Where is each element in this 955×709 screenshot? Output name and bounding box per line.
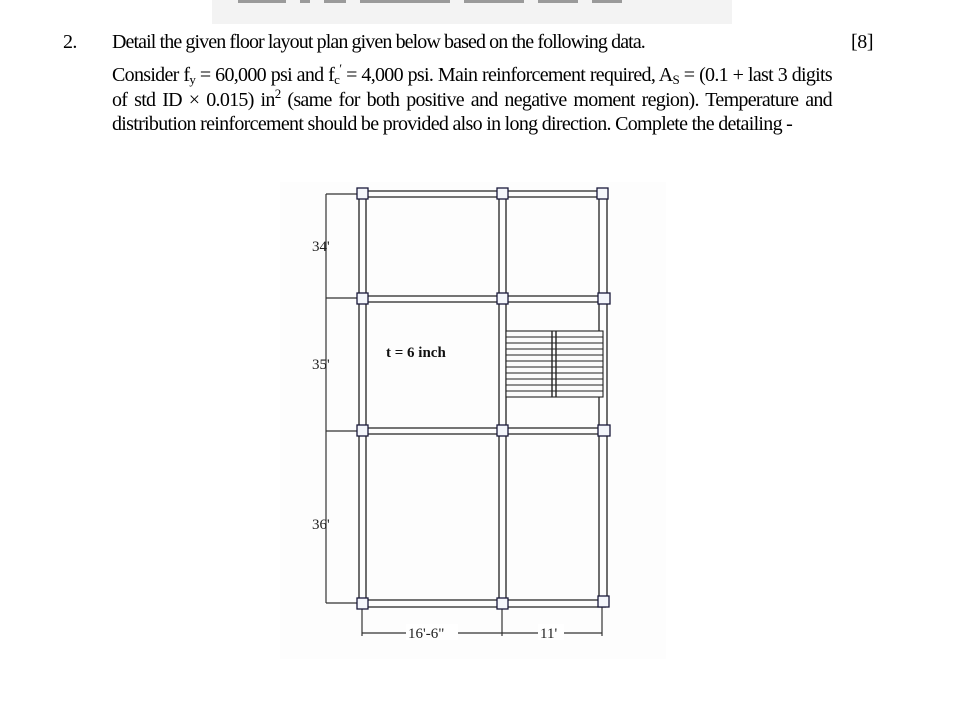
- span-label-11ft: 11': [540, 626, 558, 642]
- inch-squared-superscript: 2: [274, 85, 281, 101]
- question-number: 2.: [63, 31, 77, 53]
- column-c3: [598, 425, 610, 436]
- body-text-2: = 60,000 psi and f: [195, 64, 335, 86]
- column-b3: [497, 425, 508, 436]
- fc-subscript: c: [334, 72, 340, 87]
- horizontal-dimension-line: [362, 606, 602, 636]
- body-text-5: (same for both positive and negative moment region). Temperature and distribution reinforcement should be provided also in long direction. Complete the detailing -: [112, 88, 832, 135]
- fc-prime-superscript: ′: [339, 61, 342, 76]
- slab-thickness-label: t = 6 inch: [386, 345, 446, 361]
- column-c4: [598, 596, 609, 607]
- span-label-34ft: 34': [312, 239, 330, 255]
- column-b1: [497, 188, 508, 199]
- columns: [357, 188, 610, 609]
- span-label-36ft: 36': [312, 517, 330, 533]
- beam-grid: [359, 191, 607, 607]
- as-subscript: S: [672, 72, 680, 87]
- column-c2: [598, 293, 610, 304]
- question-marks: [8]: [851, 31, 874, 53]
- column-a4: [357, 598, 368, 609]
- body-text-3: = 4,000 psi. Main reinforcement required, A: [341, 64, 673, 86]
- column-c1: [597, 188, 608, 199]
- span-label-35ft: 35': [312, 357, 330, 373]
- body-text-1: Consider f: [112, 64, 190, 86]
- column-a3: [357, 425, 368, 436]
- column-a2: [357, 293, 368, 304]
- column-a1: [357, 188, 368, 199]
- question-heading: Detail the given floor layout plan given below based on the following data.: [112, 31, 645, 53]
- staircase: [506, 331, 603, 397]
- vertical-dimension-line: [326, 194, 362, 603]
- body-text-4: = (0.1 + last 3 digits of std ID × 0.015) in: [112, 64, 832, 111]
- span-label-16ft-6in: 16'-6": [408, 626, 445, 642]
- fy-subscript: y: [189, 72, 196, 87]
- column-b4: [497, 598, 508, 609]
- column-b2: [497, 293, 508, 304]
